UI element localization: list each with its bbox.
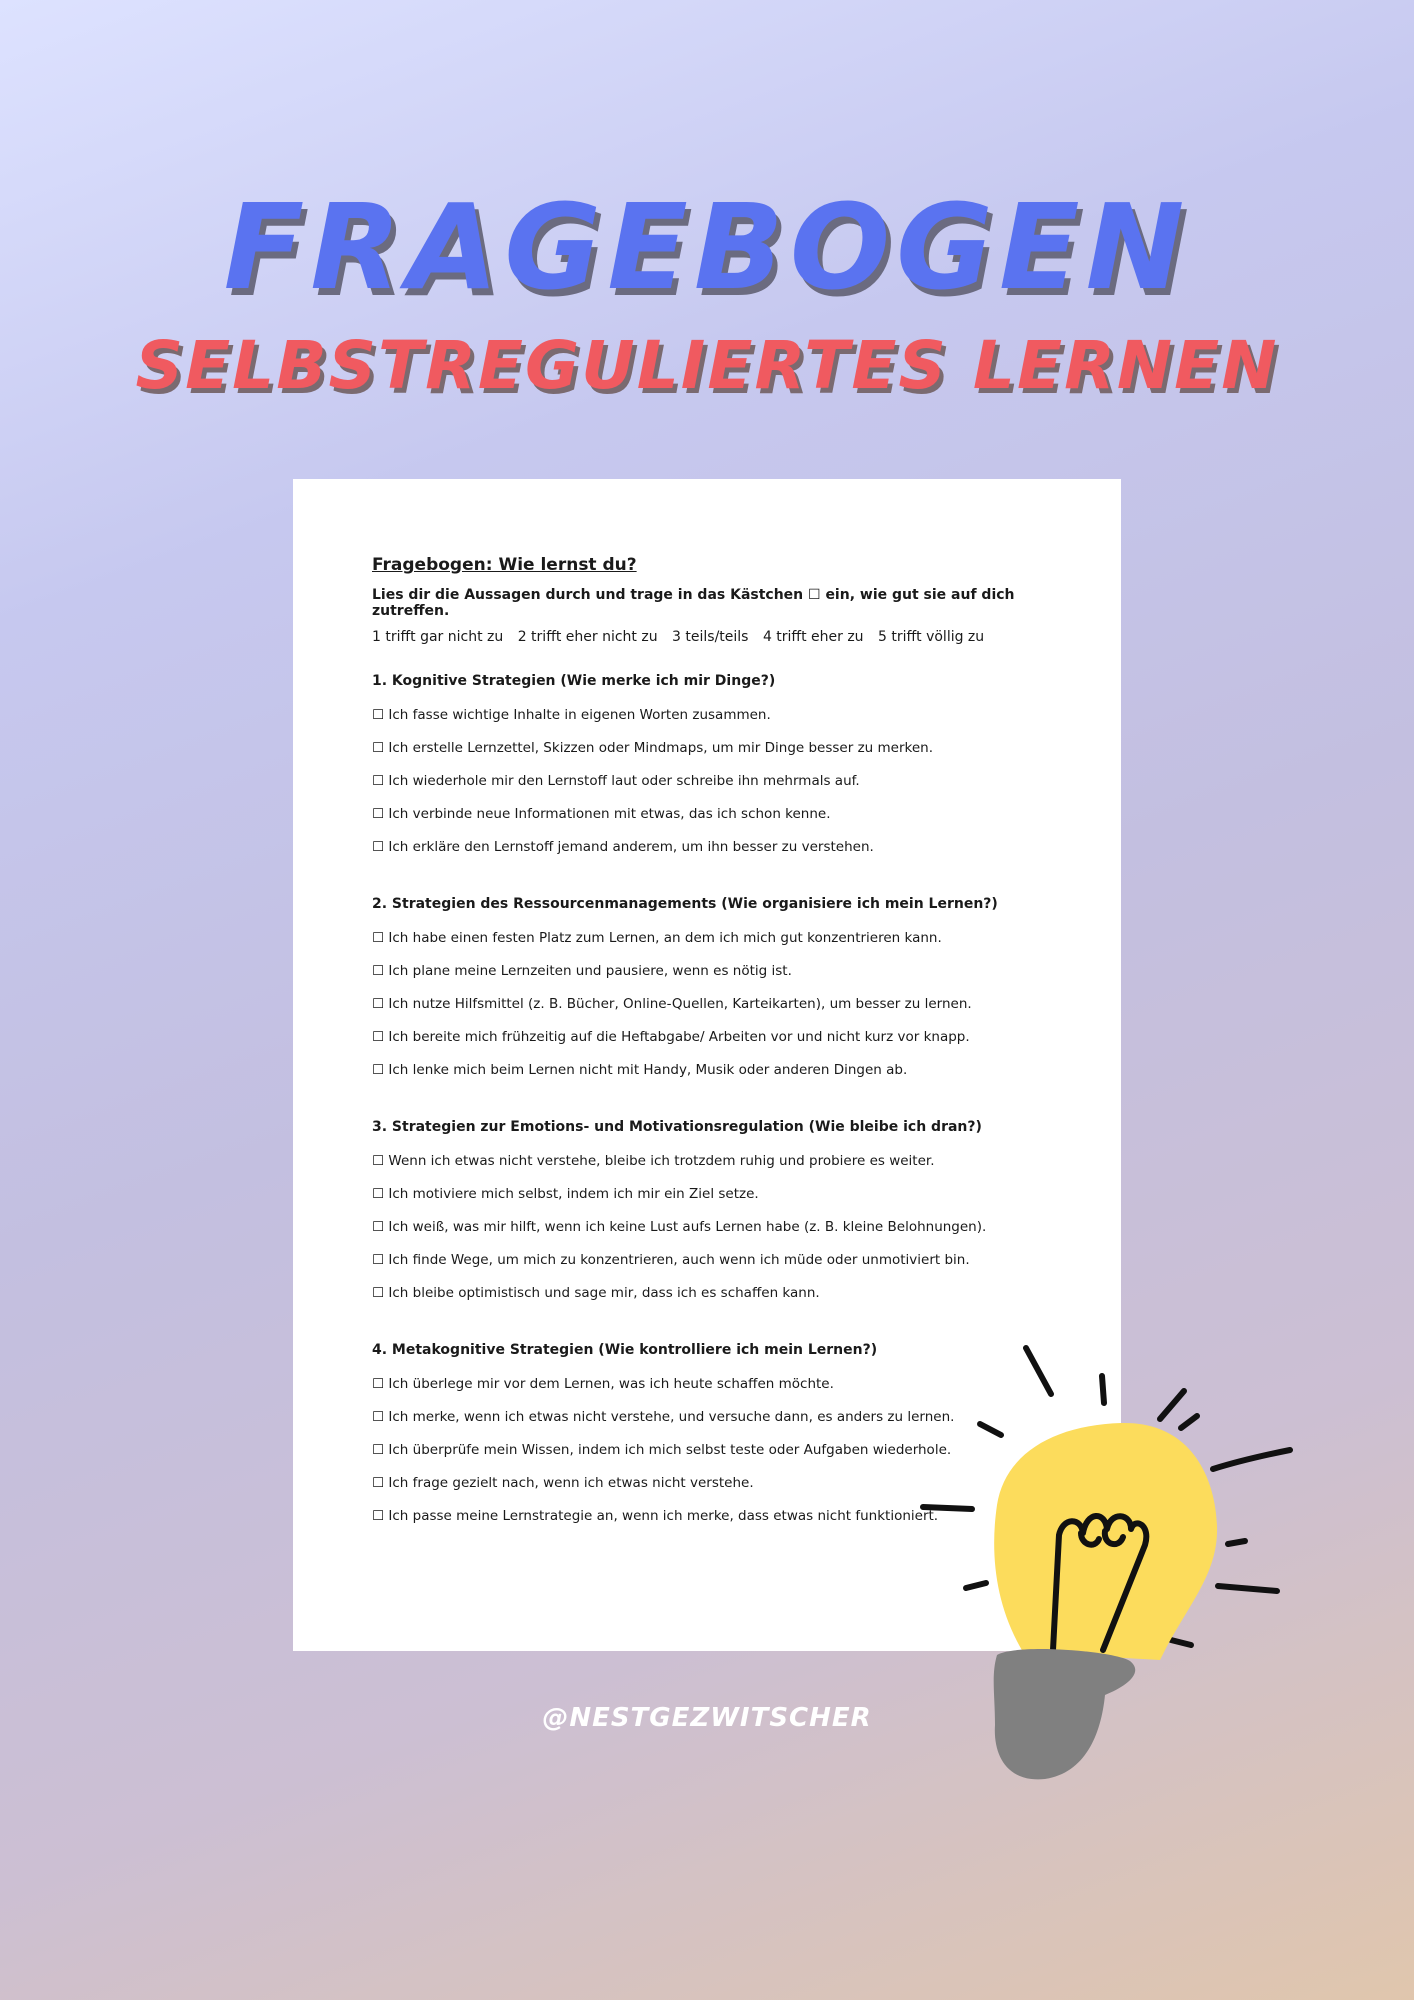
section-title: 1. Kognitive Strategien (Wie merke ich mir Dinge?) bbox=[372, 673, 776, 689]
checklist-item[interactable]: ☐ Ich nutze Hilfsmittel (z. B. Bücher, Online-Quellen, Karteikarten), um besser zu lernen. bbox=[372, 996, 972, 1012]
checklist-item[interactable]: ☐ Ich fasse wichtige Inhalte in eigenen Worten zusammen. bbox=[372, 707, 771, 723]
checklist-item[interactable]: ☐ Ich verbinde neue Informationen mit etwas, das ich schon kenne. bbox=[372, 806, 831, 822]
checklist-item[interactable]: ☐ Ich motiviere mich selbst, indem ich mir ein Ziel setze. bbox=[372, 1186, 759, 1202]
checklist-item[interactable]: ☐ Ich finde Wege, um mich zu konzentrieren, auch wenn ich müde oder unmotiviert bin. bbox=[372, 1252, 970, 1268]
checklist-item[interactable]: ☐ Ich erkläre den Lernstoff jemand anderem, um ihn besser zu verstehen. bbox=[372, 839, 874, 855]
checklist-item[interactable]: ☐ Ich weiß, was mir hilft, wenn ich keine Lust aufs Lernen habe (z. B. kleine Belohnungen). bbox=[372, 1219, 987, 1235]
checklist-item[interactable]: ☐ Ich plane meine Lernzeiten und pausiere, wenn es nötig ist. bbox=[372, 963, 792, 979]
scale-option: 3 teils/teils bbox=[672, 629, 749, 645]
checklist-item[interactable]: ☐ Ich wiederhole mir den Lernstoff laut oder schreibe ihn mehrmals auf. bbox=[372, 773, 860, 789]
section-resources bbox=[372, 896, 1072, 1087]
checklist-item[interactable]: ☐ Ich bereite mich frühzeitig auf die Heftabgabe/ Arbeiten vor und nicht kurz vor knapp. bbox=[372, 1029, 970, 1045]
checklist-item[interactable]: ☐ Ich überlege mir vor dem Lernen, was ich heute schaffen möchte. bbox=[372, 1376, 834, 1392]
checklist-item[interactable]: ☐ Ich habe einen festen Platz zum Lernen, an dem ich mich gut konzentrieren kann. bbox=[372, 930, 942, 946]
scale-option: 2 trifft eher nicht zu bbox=[517, 629, 658, 645]
checklist-item[interactable]: ☐ Ich merke, wenn ich etwas nicht verstehe, und versuche dann, es anders zu lernen. bbox=[372, 1409, 955, 1425]
section-cognitive bbox=[372, 673, 1072, 864]
checklist-item[interactable]: ☐ Ich bleibe optimistisch und sage mir, dass ich es schaffen kann. bbox=[372, 1285, 820, 1301]
checklist-item[interactable]: ☐ Ich überprüfe mein Wissen, indem ich mich selbst teste oder Aufgaben wiederhole. bbox=[372, 1442, 952, 1458]
checklist-item[interactable]: ☐ Ich lenke mich beim Lernen nicht mit Handy, Musik oder anderen Dingen ab. bbox=[372, 1062, 908, 1078]
poster-title: FRAGEBOGEN bbox=[223, 178, 1191, 316]
scale-option: 5 trifft völlig zu bbox=[878, 629, 985, 645]
checklist-item[interactable]: ☐ Ich passe meine Lernstrategie an, wenn ich merke, dass etwas nicht funktioniert. bbox=[372, 1508, 939, 1524]
social-handle: @NESTGEZWITSCHER bbox=[542, 1703, 872, 1733]
checklist-item[interactable]: ☐ Ich frage gezielt nach, wenn ich etwas nicht verstehe. bbox=[372, 1475, 754, 1491]
checklist-item[interactable]: ☐ Ich erstelle Lernzettel, Skizzen oder Mindmaps, um mir Dinge besser zu merken. bbox=[372, 740, 934, 756]
questionnaire-heading: Fragebogen: Wie lernst du? bbox=[372, 555, 637, 575]
section-motivation bbox=[372, 1119, 1072, 1310]
questionnaire-intro: Lies dir die Aussagen durch und trage in das Kästchen ☐ ein, wie gut sie auf dich zutreffen. bbox=[372, 587, 1015, 619]
section-title: 3. Strategien zur Emotions- und Motivationsregulation (Wie bleibe ich dran?) bbox=[372, 1119, 982, 1135]
section-title: 2. Strategien des Ressourcenmanagements (Wie organisiere ich mein Lernen?) bbox=[372, 896, 998, 912]
section-title: 4. Metakognitive Strategien (Wie kontrolliere ich mein Lernen?) bbox=[372, 1342, 878, 1358]
scale-option: 1 trifft gar nicht zu bbox=[372, 629, 504, 645]
checklist-item[interactable]: ☐ Wenn ich etwas nicht verstehe, bleibe ich trotzdem ruhig und probiere es weiter. bbox=[372, 1153, 935, 1169]
lightbulb-icon bbox=[905, 1335, 1305, 1795]
poster-subtitle: SELBSTREGULIERTES LERNEN bbox=[135, 327, 1279, 404]
scale-option: 4 trifft eher zu bbox=[762, 629, 864, 645]
rating-scale bbox=[372, 629, 1072, 645]
